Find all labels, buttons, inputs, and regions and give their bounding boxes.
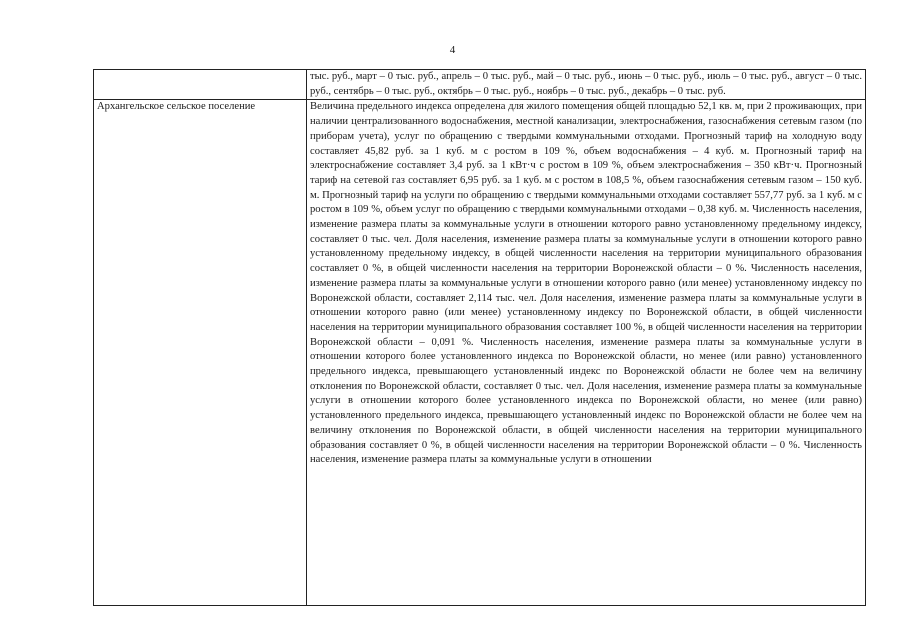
municipality-cell: Архангельское сельское поселение <box>94 100 307 606</box>
description-cell: тыс. руб., март – 0 тыс. руб., апрель – 0 тыс. руб., май – 0 тыс. руб., июнь – 0 тыс. руб., июль – 0 тыс. руб., август – 0 тыс. руб., сентябрь – 0 тыс. руб., октябрь – 0 тыс. руб., ноябрь – 0 тыс. руб., декабрь – 0 тыс. руб. <box>307 70 866 100</box>
table-row <box>94 70 866 100</box>
table-row <box>94 100 866 606</box>
description-text: Величина предельного индекса определена для жилого помещения общей площадью 52,1 кв. м, при 2 проживающих, при наличии централизованного водоснабжения, местной канализации, электроснабжения, газоснабжения сетевым газом (по приборам учета), услуг по обращению с твердыми коммунальными отходами. Прогнозный тариф на холодную воду составляет 45,82 руб. за 1 куб. м с ростом в 109 %, объем водоснабжения – 4 куб. м. Прогнозный тариф на электроснабжение составляет 3,4 руб. за 1 кВт·ч с ростом в 109 %, объем электроснабжения – 350 кВт·ч. Прогнозный тариф на сетевой газ составляет 6,95 руб. за 1 куб. м с ростом в 108,5 %, объем газоснабжения сетевым газом – 150 куб. м. Прогнозный тариф на услуги по обращению с твердыми коммунальными отходами составляет 557,77 руб. за 1 куб. м с ростом в 109 %, объем услуг по обращению с твердыми коммунальными отходами – 0,38 куб. м. Численность населения, изменение размера платы за коммунальные услуги в отношении которого равно установленному предельному индексу, составляет 0 тыс. чел. Доля населения, изменение размера платы за коммунальные услуги в отношении которого равно установленному предельному индексу, в общей численности населения на территории муниципального образования составляет 0 %, в общей численности населения на территории Воронежской области – 0 %. Численность населения, изменение размера платы за коммунальные услуги в отношении которого равно (или менее) установленному индексу по Воронежской области, составляет 2,114 тыс. чел. Доля населения, изменение размера платы за коммунальные услуги в отношении которого равно (или менее) установленному индексу по Воронежской области, в общей численности населения на территории муниципального образования составляет 100 %, в общей численности населения на территории Воронежской области – 0,091 %. Численность населения, изменение размера платы за коммунальные услуги в отношении которого более установленного индекса по Воронежской области, но менее (или равно) установленного предельного индекса, превышающего установленный индекс по Воронежской области не более чем на величину отклонения по Воронежской области, составляет 0 тыс. чел. Доля населения, изменение размера платы за коммунальные услуги в отношении которого более установленного индекса по Воронежской области, но менее (или равно) установленного предельного индекса, превышающего установленный индекс по Воронежской области не более чем на величину отклонения по Воронежской области, в общей численности населения на территории муниципального образования составляет 0 %, в общей численности населения на территории Воронежской области – 0 %. Численность населения, изменение размера платы за коммунальные услуги в отношении <box>310 101 862 466</box>
page-number: 4 <box>449 44 456 56</box>
municipality-cell <box>94 70 307 100</box>
description-cell <box>307 100 866 606</box>
document-table <box>93 69 866 606</box>
